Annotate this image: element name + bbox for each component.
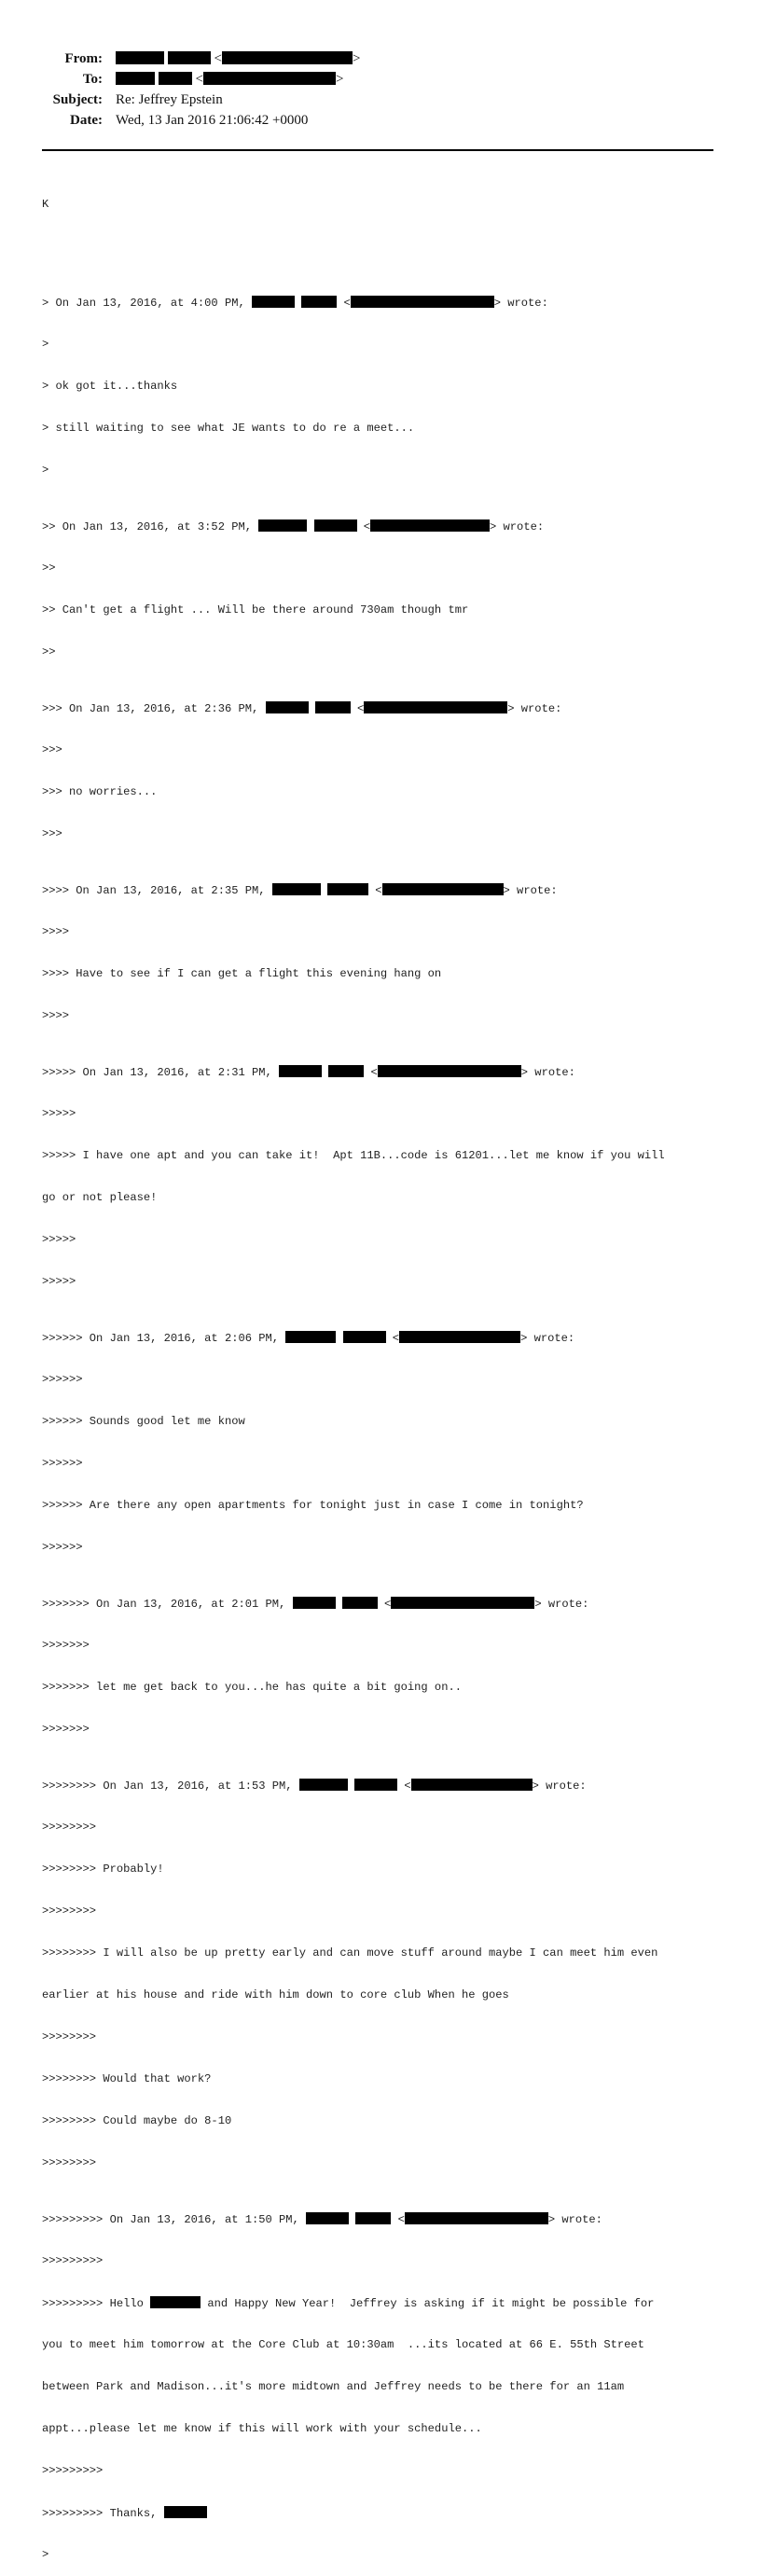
quote-line: earlier at his house and ride with him down to core club When he goes xyxy=(42,1988,509,2001)
redaction xyxy=(355,2212,391,2224)
redaction xyxy=(168,51,211,64)
quote-header-wrote: > wrote: xyxy=(493,297,548,310)
redaction xyxy=(378,1065,521,1077)
quote-line: >> Can't get a flight ... Will be there around 730am though tmr xyxy=(42,603,469,616)
redaction xyxy=(314,519,357,532)
quote-line: >>>>>>>> xyxy=(42,2156,97,2169)
quote-header: > On Jan 13, 2016, at 4:00 PM, < > wrote: xyxy=(42,297,548,310)
quote-line: you to meet him tomorrow at the Core Club at 10:30am ...its located at 66 E. 55th Street xyxy=(42,2338,644,2351)
quote-line: >>>>>> xyxy=(42,1457,83,1470)
quote-line: >>>>>>>> xyxy=(42,1904,97,1918)
quote-header-wrote: > wrote: xyxy=(534,1598,589,1611)
redaction xyxy=(354,1779,397,1791)
quote-header-wrote: > wrote: xyxy=(490,520,545,533)
quote-line: >>>> xyxy=(42,1009,70,1022)
message-body xyxy=(42,170,723,2576)
redaction xyxy=(258,519,307,532)
redaction xyxy=(272,883,321,895)
blank-line xyxy=(42,240,723,254)
quote-header: >>>>> On Jan 13, 2016, at 2:31 PM, < > wrote: xyxy=(42,1066,575,1079)
header-divider xyxy=(42,149,713,151)
redaction xyxy=(150,2296,201,2308)
quote-line: >>>>>> Sounds good let me know xyxy=(42,1415,245,1428)
quote-line: >>>>> xyxy=(42,1107,76,1120)
quote-line: >>>>>> xyxy=(42,1373,83,1386)
redaction xyxy=(351,296,494,308)
quote-line: >>> no worries... xyxy=(42,785,158,798)
redaction xyxy=(252,296,295,308)
subject-label: Subject: xyxy=(52,92,103,107)
quote-line: >> xyxy=(42,645,56,658)
redaction xyxy=(328,1065,364,1077)
quote-line: >>>>>>>> Could maybe do 8-10 xyxy=(42,2114,232,2127)
redaction xyxy=(164,2506,207,2518)
quote-line: >>>>>>> let me get back to you...he has quite a bit going on.. xyxy=(42,1681,462,1694)
quote-text: and Happy New Year! Jeffrey is asking if it might be possible for xyxy=(201,2297,655,2310)
quote-line: >>>>> xyxy=(42,1275,76,1288)
redaction xyxy=(116,51,164,64)
quote-line: >>>>>>>> Would that work? xyxy=(42,2072,212,2085)
quote-line: >>>>>>> xyxy=(42,1723,90,1736)
redaction xyxy=(266,701,309,713)
redaction xyxy=(411,1779,533,1791)
quote-header-wrote: > wrote: xyxy=(520,1066,575,1079)
quote-header-wrote: > wrote: xyxy=(520,1332,575,1345)
quote-line: > xyxy=(42,338,49,351)
quote-line: >> xyxy=(42,561,56,575)
redaction xyxy=(222,51,353,64)
redaction xyxy=(327,883,368,895)
quote-line: >>>>>>>> Probably! xyxy=(42,1863,164,1876)
quote-line: go or not please! xyxy=(42,1191,158,1204)
redaction xyxy=(364,701,507,713)
redaction xyxy=(342,1597,378,1609)
redaction xyxy=(159,72,192,85)
redaction xyxy=(293,1597,336,1609)
quote-header: >>>>>>> On Jan 13, 2016, at 2:01 PM, < > wrote: xyxy=(42,1598,589,1611)
subject-value: Re: Jeffrey Epstein xyxy=(116,92,223,107)
greeting: K xyxy=(42,198,49,211)
quote-line: > ok got it...thanks xyxy=(42,380,178,393)
quote-line: >>> xyxy=(42,743,62,756)
quote-line: >>>>>> xyxy=(42,1541,83,1554)
quote-header-text: >>>> On Jan 13, 2016, at 2:35 PM, xyxy=(42,884,272,897)
redaction xyxy=(315,701,351,713)
quote-line: between Park and Madison...it's more midtown and Jeffrey needs to be there for an 11am xyxy=(42,2380,625,2393)
quote-header-wrote: > wrote: xyxy=(503,884,558,897)
quote-line: >>>>>>>> xyxy=(42,2030,97,2043)
quote-line: >>>> Have to see if I can get a flight this evening hang on xyxy=(42,967,442,980)
redaction xyxy=(306,2212,349,2224)
quote-header: >>> On Jan 13, 2016, at 2:36 PM, < > wrote: xyxy=(42,702,562,715)
quote-line: >>>>>>>>> xyxy=(42,2464,104,2477)
date-label: Date: xyxy=(70,113,103,128)
quote-header-text: >>> On Jan 13, 2016, at 2:36 PM, xyxy=(42,702,266,715)
redaction xyxy=(399,1331,520,1343)
quote-line: >>>>> xyxy=(42,1233,76,1246)
quote-line xyxy=(42,2506,723,2520)
date-value: Wed, 13 Jan 2016 21:06:42 +0000 xyxy=(116,113,309,128)
redaction xyxy=(285,1331,336,1343)
quote-text: >>>>>>>>> Thanks, xyxy=(42,2507,164,2520)
to-value: < > xyxy=(116,71,343,88)
quote-header: >>>>>> On Jan 13, 2016, at 2:06 PM, < > wrote: xyxy=(42,1332,575,1345)
quote-line: >>> xyxy=(42,827,62,840)
quote-text: >>>>>>>>> Hello xyxy=(42,2297,151,2310)
quote-header-text: >>>>> On Jan 13, 2016, at 2:31 PM, xyxy=(42,1066,280,1079)
quote-line xyxy=(42,2296,723,2310)
quote-line: >>>>>> Are there any open apartments for tonight just in case I come in tonight? xyxy=(42,1499,584,1512)
redaction xyxy=(299,1779,348,1791)
quote-line: > still waiting to see what JE wants to do re a meet... xyxy=(42,422,415,435)
redaction xyxy=(116,72,155,85)
quote-header-wrote: > wrote: xyxy=(547,2213,602,2226)
redaction xyxy=(301,296,337,308)
quote-line: >>>>>>> xyxy=(42,1639,90,1652)
quote-header: >>>>>>>> On Jan 13, 2016, at 1:53 PM, < > wrote: xyxy=(42,1780,587,1793)
quote-header: >>>>>>>>> On Jan 13, 2016, at 1:50 PM, < > wrote: xyxy=(42,2213,602,2226)
from-value: < > xyxy=(116,50,360,67)
quote-line: >>>>>>>> xyxy=(42,1821,97,1834)
quote-line: >>>> xyxy=(42,925,70,938)
quote-line: >>>>>>>> I will also be up pretty early and can move stuff around maybe I can meet him even xyxy=(42,1946,658,1960)
quote-line: appt...please let me know if this will work with your schedule... xyxy=(42,2422,482,2435)
quote-line: > xyxy=(42,464,49,477)
to-label: To: xyxy=(82,72,103,87)
quote-header-text: >>>>>> On Jan 13, 2016, at 2:06 PM, xyxy=(42,1332,286,1345)
quote-header: >>>> On Jan 13, 2016, at 2:35 PM, < > wrote: xyxy=(42,884,558,897)
quote-header-text: >>>>>>>>> On Jan 13, 2016, at 1:50 PM, xyxy=(42,2213,307,2226)
quote-header-text: >>>>>>> On Jan 13, 2016, at 2:01 PM, xyxy=(42,1598,293,1611)
quote-header-text: >> On Jan 13, 2016, at 3:52 PM, xyxy=(42,520,259,533)
quote-line: >>>>>>>>> xyxy=(42,2254,104,2267)
redaction xyxy=(279,1065,322,1077)
redaction xyxy=(370,519,490,532)
quote-header-wrote: > wrote: xyxy=(532,1780,587,1793)
quote-header: >> On Jan 13, 2016, at 3:52 PM, < > wrote: xyxy=(42,520,545,533)
quote-header-text: >>>>>>>> On Jan 13, 2016, at 1:53 PM, xyxy=(42,1780,299,1793)
redaction xyxy=(405,2212,548,2224)
redaction xyxy=(343,1331,386,1343)
quote-header-text: > On Jan 13, 2016, at 4:00 PM, xyxy=(42,297,252,310)
quote-line: > xyxy=(42,2548,49,2561)
quote-header-wrote: > wrote: xyxy=(507,702,562,715)
from-label: From: xyxy=(64,51,103,66)
redaction xyxy=(203,72,336,85)
redaction xyxy=(382,883,504,895)
redaction xyxy=(391,1597,534,1609)
quote-line: >>>>> I have one apt and you can take it! Apt 11B...code is 61201...let me know if you will xyxy=(42,1149,665,1162)
